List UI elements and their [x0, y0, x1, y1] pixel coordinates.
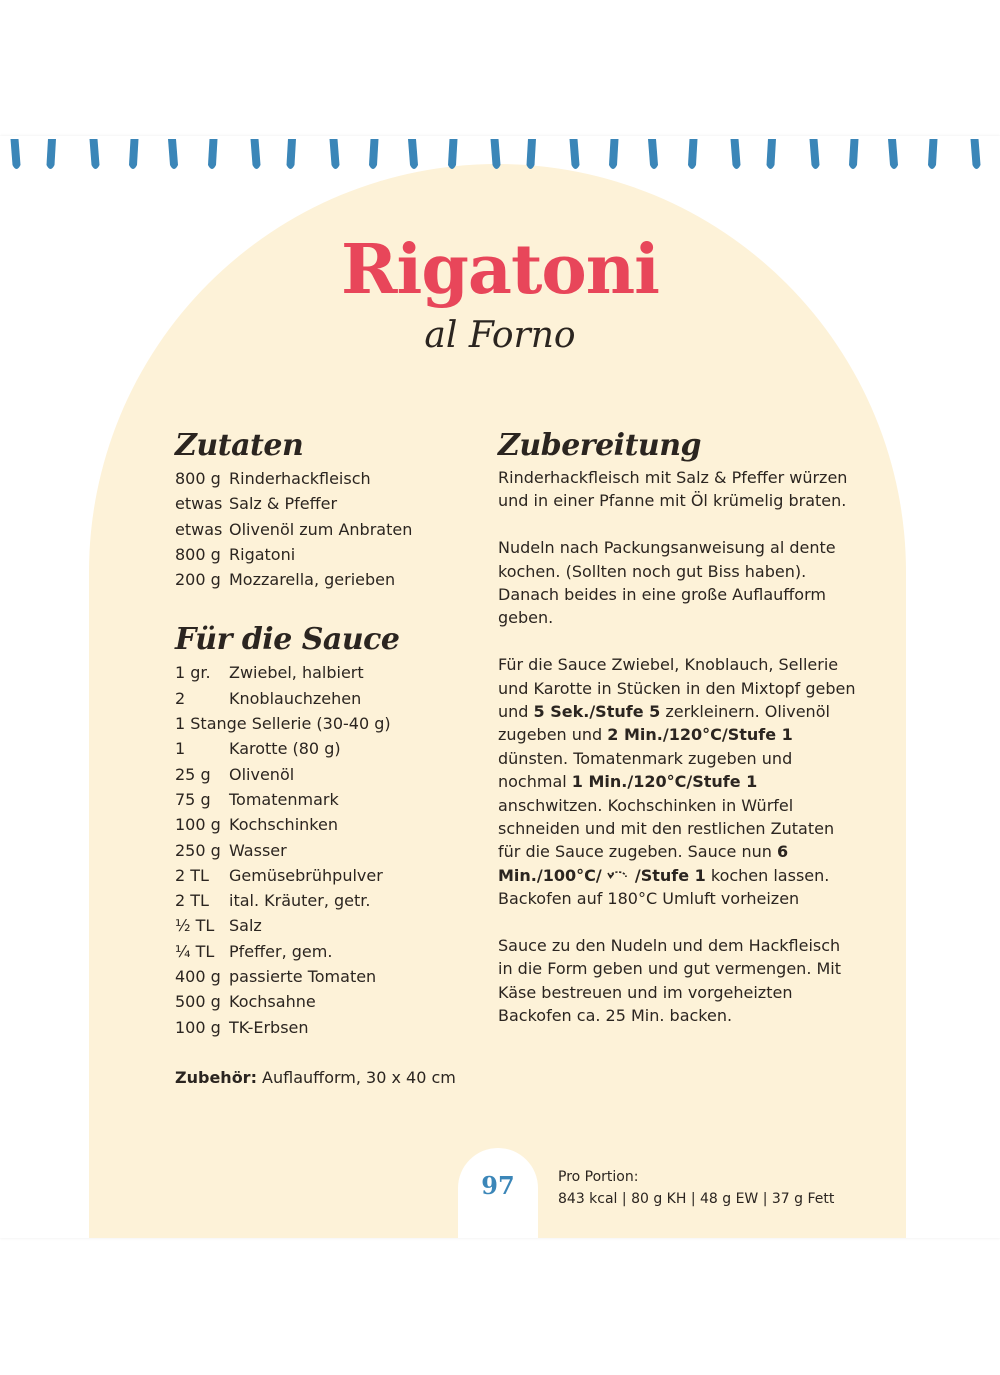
- ingredient-name: Kochsahne: [229, 992, 316, 1012]
- stripe-mark: [90, 139, 100, 169]
- ingredient-quantity: ½ TL: [175, 916, 215, 936]
- sauce-ingredient-row: [175, 1015, 475, 1040]
- ingredient-row: [175, 542, 475, 567]
- reverse-rotation-icon: [607, 869, 629, 883]
- ingredient-name: Salz: [229, 916, 262, 936]
- ingredient-row: [175, 491, 475, 516]
- stripe-mark: [849, 139, 859, 169]
- sauce-ingredient-row: [175, 838, 475, 863]
- ingredient-name: Knoblauchzehen: [229, 688, 362, 708]
- stripe-mark: [570, 139, 580, 169]
- sauce-ingredient-row: [175, 787, 475, 812]
- ingredient-quantity: 1: [175, 739, 186, 759]
- step-3-setting-4a: 6 Min./100°C/: [498, 842, 789, 885]
- ingredients-heading: Zutaten: [175, 428, 304, 463]
- ingredient-quantity: 2 TL: [175, 865, 209, 885]
- recipe-title: Rigatoni: [341, 230, 659, 310]
- ingredient-quantity: 800 g: [175, 469, 221, 488]
- nutrition-info: [558, 1166, 834, 1210]
- stripe-mark: [609, 139, 619, 169]
- step-3-setting-4b: /Stufe 1: [629, 865, 706, 885]
- stripe-mark: [688, 139, 698, 169]
- ingredient-quantity: 800 g: [175, 544, 221, 564]
- ingredient-quantity: etwas: [175, 519, 223, 539]
- ingredient-quantity: 75 g: [175, 789, 211, 809]
- ingredient-name: Zwiebel, halbiert: [229, 663, 364, 683]
- ingredient-name: Tomatenmark: [229, 789, 339, 809]
- step-3-setting-2: 2 Min./120°C/Stufe 1: [607, 725, 793, 745]
- stripe-mark: [928, 139, 938, 169]
- stripe-mark: [11, 139, 21, 169]
- ingredient-quantity: ¼ TL: [175, 941, 215, 961]
- step-3-setting-3: 1 Min./120°C/Stufe 1: [571, 772, 758, 792]
- accessory-label: Zubehör:: [175, 1067, 257, 1087]
- step-3-text-4: anschwitzen. Kochschinken in Würfel schneiden und mit den restlichen Zutaten für die Sauce zugeben. Sauce nun: [498, 795, 835, 862]
- sauce-ingredient-row: [175, 686, 475, 711]
- ingredient-name: Salz & Pfeffer: [229, 494, 338, 514]
- sauce-ingredient-row: [175, 939, 475, 964]
- ingredient-name: Pfeffer, gem.: [229, 941, 333, 961]
- ingredient-name: Wasser: [229, 840, 287, 860]
- stripe-mark: [129, 139, 139, 169]
- ingredient-name: Mozzarella, gerieben: [229, 570, 396, 590]
- ingredient-quantity: 25 g: [175, 764, 211, 784]
- stripe-mark: [287, 139, 297, 169]
- stripe-mark: [648, 139, 658, 169]
- sauce-ingredients-list: [175, 660, 475, 1039]
- preparation-heading: Zubereitung: [498, 428, 702, 463]
- sauce-ingredient-row: [175, 736, 475, 761]
- ingredient-name: Rigatoni: [229, 544, 296, 564]
- ingredient-name: Kochschinken: [229, 815, 338, 835]
- ingredient-quantity: 200 g: [175, 570, 221, 590]
- stripe-mark: [408, 139, 418, 169]
- stripe-mark: [330, 139, 340, 169]
- sauce-ingredient-row: [175, 913, 475, 938]
- ingredient-name: Rinderhackfleisch: [229, 469, 371, 488]
- ingredient-name: 1 Stange Sellerie (30-40 g): [175, 714, 391, 734]
- ingredient-row: [175, 517, 475, 542]
- preparation-step-2: Nudeln nach Packungsanweisung al dente kochen. (Sollten noch gut Biss haben). Danach beides in eine große Auflaufform geben.: [498, 538, 836, 628]
- ingredients-list: [175, 466, 475, 592]
- ingredient-quantity: 400 g: [175, 967, 221, 987]
- stripe-mark: [767, 139, 777, 169]
- sauce-ingredient-row: [175, 989, 475, 1014]
- ingredient-name: passierte Tomaten: [229, 967, 377, 987]
- stripe-mark: [251, 139, 261, 169]
- accessory-text: Auflaufform, 30 x 40 cm: [256, 1067, 456, 1087]
- ingredient-quantity: 100 g: [175, 815, 221, 835]
- page-number-tab: [458, 1148, 538, 1238]
- recipe-subtitle: al Forno: [424, 315, 576, 356]
- nutrition-label: Pro Portion:: [558, 1169, 639, 1185]
- stripe-mark: [448, 139, 458, 169]
- ingredient-quantity: 2 TL: [175, 891, 209, 911]
- stripe-mark: [527, 139, 537, 169]
- stripe-mark: [810, 139, 820, 169]
- preparation-step-1: Rinderhackfleisch mit Salz & Pfeffer würzen und in einer Pfanne mit Öl krümelig braten.: [498, 468, 848, 511]
- sauce-ingredient-row: [175, 711, 475, 736]
- ingredient-row: [175, 567, 475, 592]
- stripe-mark: [47, 139, 57, 169]
- step-3-text-5: kochen lassen. Backofen auf 180°C Umluft vorheizen: [498, 865, 830, 909]
- preparation-step-4: Sauce zu den Nudeln und dem Hackfleisch in die Form geben und gut vermengen. Mit Käse bestreuen und im vorgeheizten Backofen ca. 25 Min. backen.: [498, 936, 842, 1026]
- sauce-ingredient-row: [175, 863, 475, 888]
- step-3-setting-1: 5 Sek./Stufe 5: [533, 702, 661, 722]
- ingredient-row: [175, 466, 475, 491]
- stripe-mark: [491, 139, 501, 169]
- page-number: 97: [481, 1171, 515, 1200]
- step-3-text-3: dünsten. Tomatenmark zugeben und nochmal: [498, 748, 793, 792]
- ingredient-quantity: 100 g: [175, 1017, 221, 1037]
- accessory-note: [175, 1065, 475, 1090]
- nutrition-values: 843 kcal | 80 g KH | 48 g EW | 37 g Fett: [558, 1191, 835, 1207]
- stripe-mark: [208, 139, 218, 169]
- ingredient-name: Olivenöl zum Anbraten: [229, 519, 413, 539]
- ingredient-name: Gemüsebrühpulver: [229, 865, 383, 885]
- stripe-mark: [369, 139, 379, 169]
- stripe-mark: [168, 139, 178, 169]
- step-3-text-1: Für die Sauce Zwiebel, Knoblauch, Sellerie und Karotte in Stücken in den Mixtopf geben und: [498, 655, 856, 722]
- stripe-mark: [971, 139, 981, 169]
- ingredient-quantity: 1 gr.: [175, 663, 211, 683]
- ingredient-name: Karotte (80 g): [229, 739, 341, 759]
- ingredient-quantity: 2: [175, 688, 186, 708]
- recipe-page: [0, 136, 1000, 1238]
- preparation-column: [498, 426, 858, 1051]
- sauce-ingredient-row: [175, 762, 475, 787]
- ingredients-column: [175, 426, 475, 1090]
- ingredient-quantity: 500 g: [175, 992, 221, 1012]
- stripe-border: [0, 136, 1000, 186]
- ingredient-name: TK-Erbsen: [229, 1017, 309, 1037]
- sauce-ingredient-row: [175, 660, 475, 685]
- sauce-heading: Für die Sauce: [175, 622, 400, 658]
- step-3-text-2: zerkleinern. Olivenöl zugeben und: [498, 702, 830, 745]
- sauce-ingredient-row: [175, 964, 475, 989]
- ingredient-name: Olivenöl: [229, 764, 295, 784]
- sauce-ingredient-row: [175, 812, 475, 837]
- ingredient-quantity: etwas: [175, 494, 223, 514]
- ingredient-name: ital. Kräuter, getr.: [229, 891, 371, 911]
- preparation-step-3: [498, 653, 858, 910]
- stripe-mark: [888, 139, 898, 169]
- sauce-ingredient-row: [175, 888, 475, 913]
- stripe-mark: [731, 139, 741, 169]
- ingredient-quantity: 250 g: [175, 840, 221, 860]
